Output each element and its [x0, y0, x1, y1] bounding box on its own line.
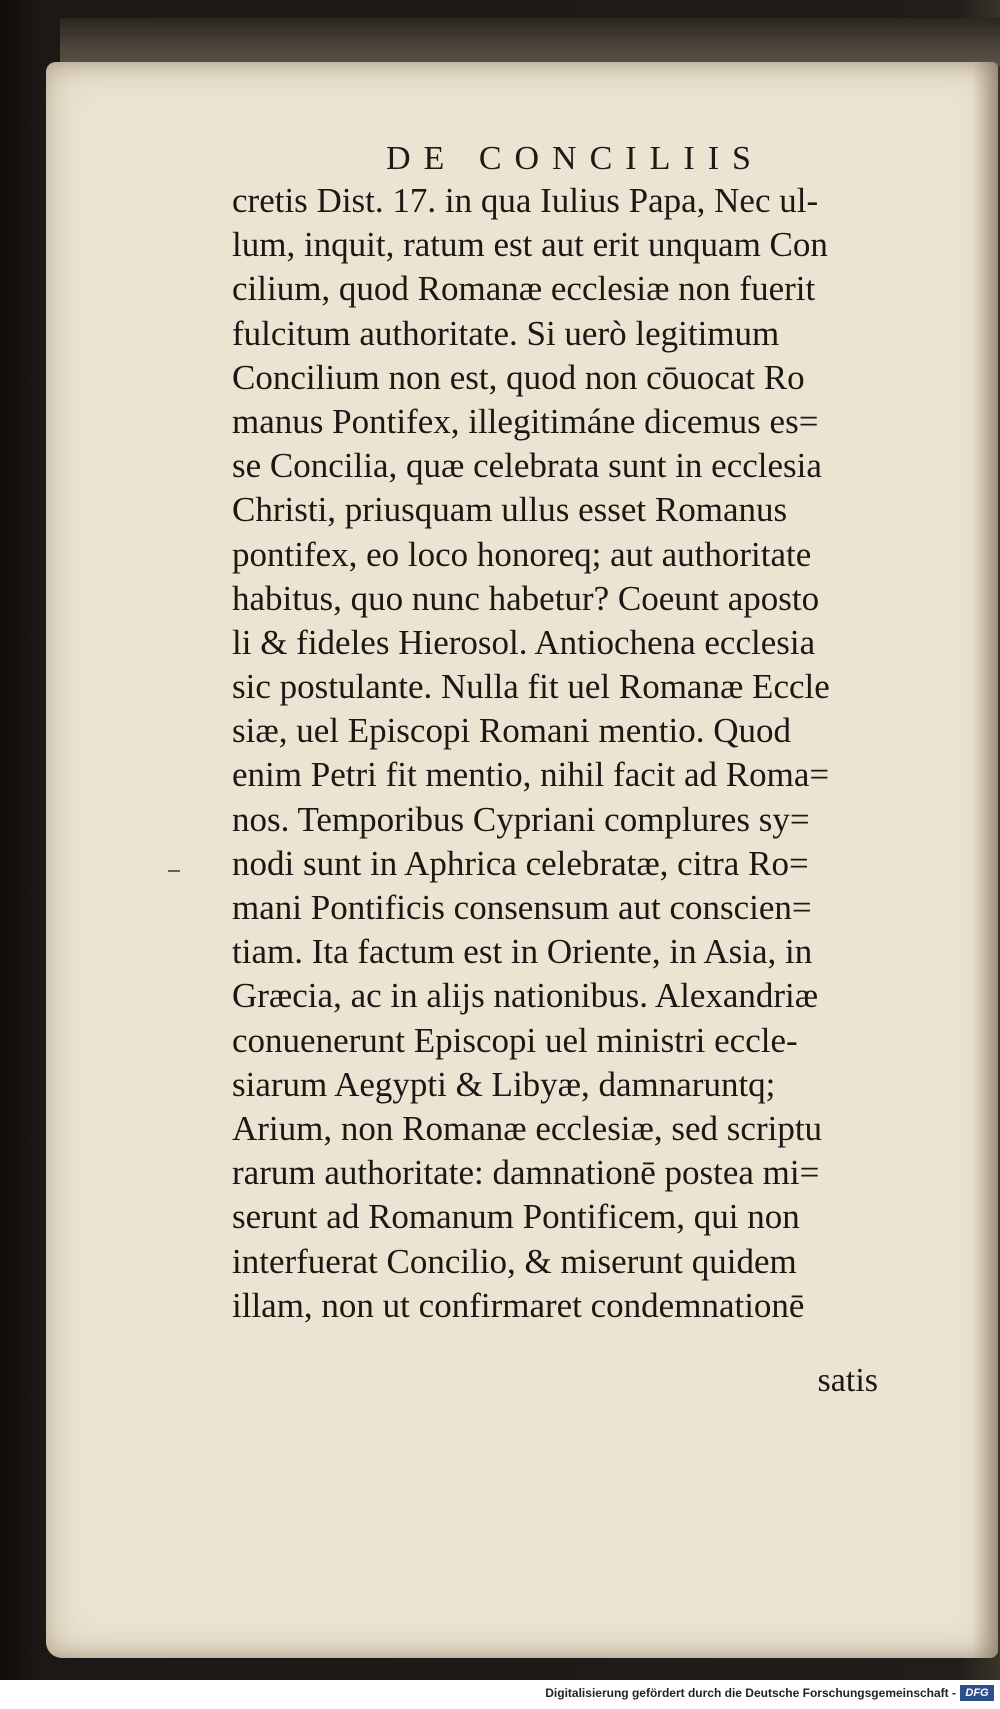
text-line: interfuerat Concilio, & miserunt quidem: [232, 1241, 797, 1281]
text-line: fulcitum authoritate. Si uerò legitimum: [232, 313, 780, 353]
footer-credit: Digitalisierung gefördert durch die Deutsche Forschungsgemeinschaft -: [545, 1686, 956, 1700]
text-line: manus Pontifex, illegitimáne dicemus es=: [232, 401, 819, 441]
text-line: rarum authoritate: damnationē postea mi=: [232, 1153, 820, 1193]
text-line: illam, non ut confirmaret condemnationē: [232, 1285, 805, 1325]
text-line: serunt ad Romanum Pontificem, qui non: [232, 1197, 800, 1237]
text-line: lum, inquit, ratum est aut erit unquam Con: [232, 225, 828, 265]
text-line: se Concilia, quæ celebrata sunt in ecclesia: [232, 446, 822, 486]
text-line: Græcia, ac in alijs nationibus. Alexandriæ: [232, 976, 819, 1016]
text-line: cretis Dist. 17. in qua Iulius Papa, Nec ul-: [232, 181, 819, 220]
dfg-logo-icon: DFG: [960, 1685, 994, 1701]
text-line: nodi sunt in Aphrica celebratæ, citra Ro=: [232, 843, 809, 883]
text-line: mani Pontificis consensum aut conscien=: [232, 888, 812, 927]
page-shadow: [972, 62, 998, 1658]
digitization-footer: [0, 1680, 1000, 1709]
book-page: [46, 62, 998, 1658]
text-line: habitus, quo nunc habetur? Coeunt aposto: [232, 578, 820, 618]
text-line: nos. Temporibus Cypriani complures sy=: [232, 799, 810, 839]
text-line: Christi, priusquam ullus esset Romanus: [232, 490, 788, 530]
margin-mark: [168, 870, 180, 872]
text-line: conuenerunt Episcopi uel ministri eccle-: [232, 1020, 798, 1060]
text-line: siæ, uel Episcopi Romani mentio. Quod: [232, 711, 791, 751]
body-text: [232, 179, 872, 1328]
running-head: DE CONCILIIS: [386, 140, 764, 177]
book-top-edge: [60, 18, 1000, 66]
text-line: siarum Aegypti & Libyæ, damnaruntq;: [232, 1064, 776, 1104]
text-line: cilium, quod Romanæ ecclesiæ non fuerit: [232, 269, 816, 309]
catchword: satis: [817, 1362, 878, 1399]
text-line: Arium, non Romanæ ecclesiæ, sed scriptu: [232, 1108, 823, 1148]
text-line: li & fideles Hierosol. Antiochena ecclesia: [232, 622, 816, 662]
text-line: tiam. Ita factum est in Oriente, in Asia, in: [232, 932, 813, 972]
text-line: Concilium non est, quod non cōuocat Ro: [232, 357, 805, 397]
text-line: sic postulante. Nulla fit uel Romanæ Eccle: [232, 667, 830, 707]
text-line: enim Petri fit mentio, nihil facit ad Roma=: [232, 755, 830, 795]
text-line: pontifex, eo loco honoreq; aut authoritate: [232, 534, 812, 574]
